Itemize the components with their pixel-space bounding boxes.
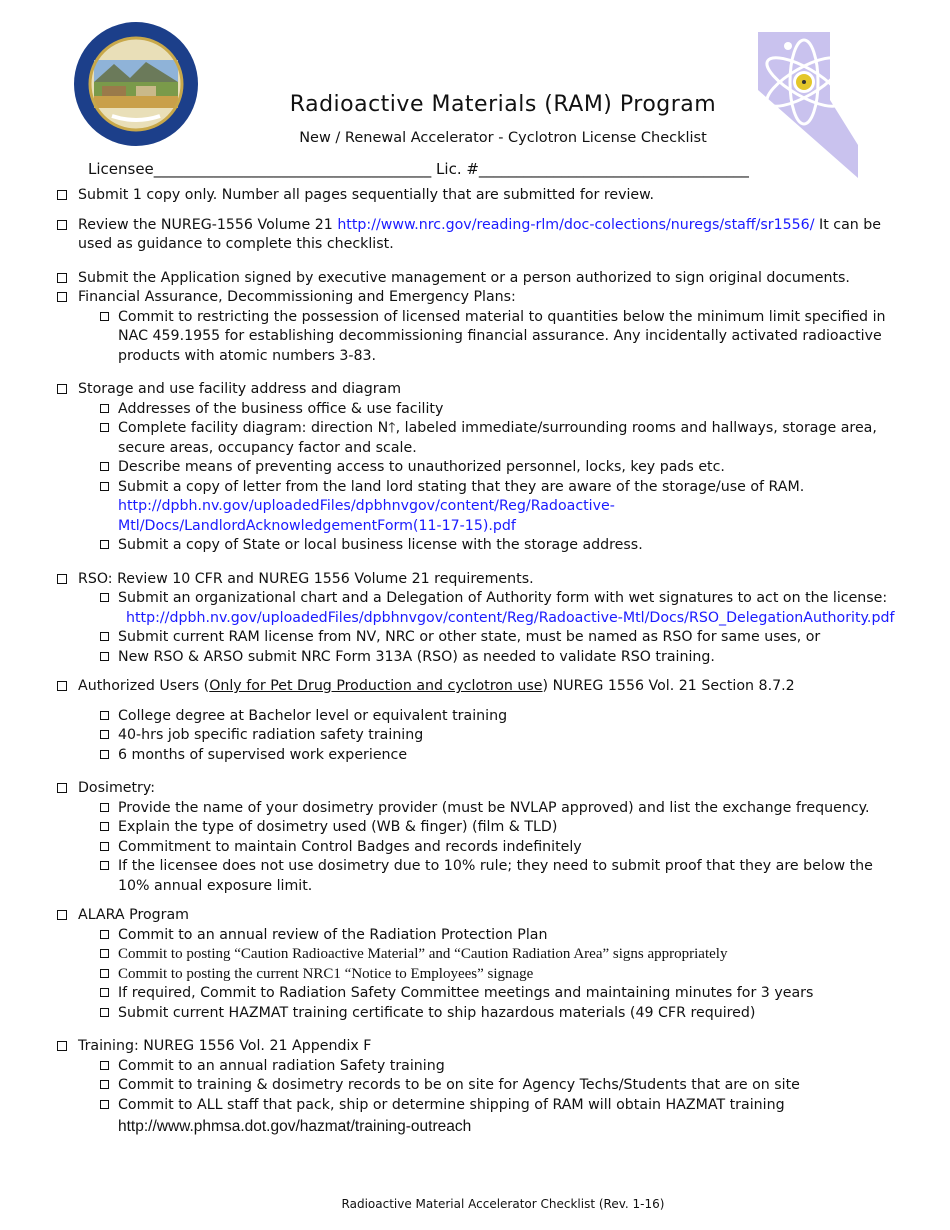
checklist-item: Submit the Application signed by executive management or a person authorized to sign original documents. [56,269,906,289]
page-subtitle: New / Renewal Accelerator - Cyclotron License Checklist [299,130,707,146]
checkbox[interactable] [100,803,109,812]
checkbox[interactable] [100,593,109,602]
checkbox[interactable] [100,1008,109,1017]
checkbox[interactable] [100,540,109,549]
checklist-subitem: College degree at Bachelor level or equivalent training [56,707,906,727]
checklist-subitem: Complete facility diagram: direction N🡑, labeled immediate/surrounding rooms and hallways, storage area, secure areas, occupancy factor and scale. [56,419,906,458]
checkbox[interactable] [57,273,67,283]
nevada-state-seal [72,20,200,148]
checkbox[interactable] [57,574,67,584]
checkbox[interactable] [100,750,109,759]
checkbox[interactable] [57,681,67,691]
checklist [56,186,906,1137]
checkbox[interactable] [100,482,109,491]
nureg-link[interactable]: http://www.nrc.gov/reading-rlm/doc-colections/nuregs/staff/sr1556/ [337,216,815,233]
checkbox[interactable] [100,1100,109,1109]
checkbox[interactable] [100,969,109,978]
checklist-subitem: Provide the name of your dosimetry provider (must be NVLAP approved) and list the exchange frequency. [56,799,906,819]
checklist-subitem: 6 months of supervised work experience [56,746,906,766]
checklist-subitem: 40-hrs job specific radiation safety training [56,726,906,746]
rso-delegation-link[interactable]: http://dpbh.nv.gov/uploadedFiles/dpbhnvgov/content/Reg/Radoactive-Mtl/Docs/RSO_DelegationAuthority.pdf [126,609,895,626]
checkbox[interactable] [57,1041,67,1051]
checkbox[interactable] [57,292,67,302]
checkbox[interactable] [100,930,109,939]
checkbox[interactable] [100,1061,109,1070]
checkbox[interactable] [100,423,109,432]
checklist-subitem: Submit current RAM license from NV, NRC or other state, must be named as RSO for same uses, or [56,628,906,648]
checkbox[interactable] [100,404,109,413]
checkbox[interactable] [57,384,67,394]
checklist-subitem: Commit to posting the current NRC1 “Notice to Employees” signage [56,965,906,985]
checkbox[interactable] [100,632,109,641]
checklist-item: Submit 1 copy only. Number all pages sequentially that are submitted for review. [56,186,906,206]
checklist-subitem: Submit a copy of letter from the land lord stating that they are aware of the storage/use of RAM. http://dpbh.nv.gov/uploadedFiles/dpbhnvgov/content/Reg/Radoactive-Mtl/Docs/LandlordAcknowledgementForm(11-17-15).pdf [56,478,906,537]
checklist-subitem: Commitment to maintain Control Badges and records indefinitely [56,838,906,858]
checklist-subitem: If the licensee does not use dosimetry due to 10% rule; they need to submit proof that they are below the 10% annual exposure limit. [56,857,906,896]
checkbox[interactable] [100,861,109,870]
checklist-subitem: Submit an organizational chart and a Delegation of Authority form with wet signatures to act on the license: http://dpbh.nv.gov/uploadedFiles/dpbhnvgov/content/Reg/Radoactive-Mtl/Docs/RSO_DelegationAuthority.pdf [56,589,906,628]
checklist-item: Financial Assurance, Decommissioning and Emergency Plans: [56,288,906,308]
checkbox[interactable] [100,312,109,321]
checklist-subitem: Commit to posting “Caution Radioactive Material” and “Caution Radiation Area” signs appropriately [56,945,906,965]
checklist-item: Authorized Users (Only for Pet Drug Production and cyclotron use) NUREG 1556 Vol. 21 Section 8.7.2 [56,677,906,697]
checklist-subitem: Commit to training & dosimetry records to be on site for Agency Techs/Students that are on site [56,1076,906,1096]
checklist-item: Review the NUREG-1556 Volume 21 http://www.nrc.gov/reading-rlm/doc-colections/nuregs/staff/sr1556/ It can be used as guidance to complete this checklist. [56,216,906,255]
checkbox[interactable] [57,220,67,230]
checklist-subitem: If required, Commit to Radiation Safety Committee meetings and maintaining minutes for 3 years [56,984,906,1004]
checklist-item: Dosimetry: [56,779,906,799]
checklist-item: Storage and use facility address and diagram [56,380,906,400]
checkbox[interactable] [100,1080,109,1089]
checklist-subitem: Explain the type of dosimetry used (WB & finger) (film & TLD) [56,818,906,838]
checklist-subitem: Describe means of preventing access to unauthorized personnel, locks, key pads etc. [56,458,906,478]
checkbox[interactable] [100,462,109,471]
checklist-subitem: Commit to restricting the possession of licensed material to quantities below the minimum limit specified in NAC 459.1955 for establishing decommissioning financial assurance. Any incidentally activated radioactive products with atomic numbers 3-83. [56,308,906,367]
checkbox[interactable] [100,842,109,851]
checklist-subitem: Submit current HAZMAT training certificate to ship hazardous materials (49 CFR required) [56,1004,906,1024]
checklist-subitem: Commit to an annual radiation Safety training [56,1057,906,1077]
licensee-line: Licensee_____________________________________ Lic. #____________________________________ [88,160,749,178]
checkbox[interactable] [100,711,109,720]
checklist-subitem: Addresses of the business office & use facility [56,400,906,420]
checkbox[interactable] [100,652,109,661]
checkbox[interactable] [100,822,109,831]
landlord-form-link[interactable]: http://dpbh.nv.gov/uploadedFiles/dpbhnvgov/content/Reg/Radoactive-Mtl/Docs/LandlordAcknowledgementForm(11-17-15).pdf [118,498,615,534]
checkbox[interactable] [57,910,67,920]
page-title: Radioactive Materials (RAM) Program [289,92,717,117]
checklist-subitem: Commit to an annual review of the Radiation Protection Plan [56,926,906,946]
checklist-subitem: New RSO & ARSO submit NRC Form 313A (RSO) as needed to validate RSO training. [56,648,906,668]
checkbox[interactable] [100,988,109,997]
checkbox[interactable] [57,190,67,200]
page-footer: Radioactive Material Accelerator Checklist (Rev. 1-16) [341,1197,665,1211]
checklist-subitem: Commit to ALL staff that pack, ship or determine shipping of RAM will obtain HAZMAT training [56,1096,906,1116]
checklist-item: ALARA Program [56,906,906,926]
checklist-item: RSO: Review 10 CFR and NUREG 1556 Volume 21 requirements. [56,570,906,590]
phmsa-url[interactable]: http://www.phmsa.dot.gov/hazmat/training-outreach [118,1118,472,1135]
checkbox[interactable] [100,949,109,958]
checkbox[interactable] [57,783,67,793]
arrow-up-icon: 🡑 [388,420,396,436]
checklist-item: Training: NUREG 1556 Vol. 21 Appendix F [56,1037,906,1057]
checkbox[interactable] [100,730,109,739]
checklist-subitem: Submit a copy of State or local business license with the storage address. [56,536,906,556]
